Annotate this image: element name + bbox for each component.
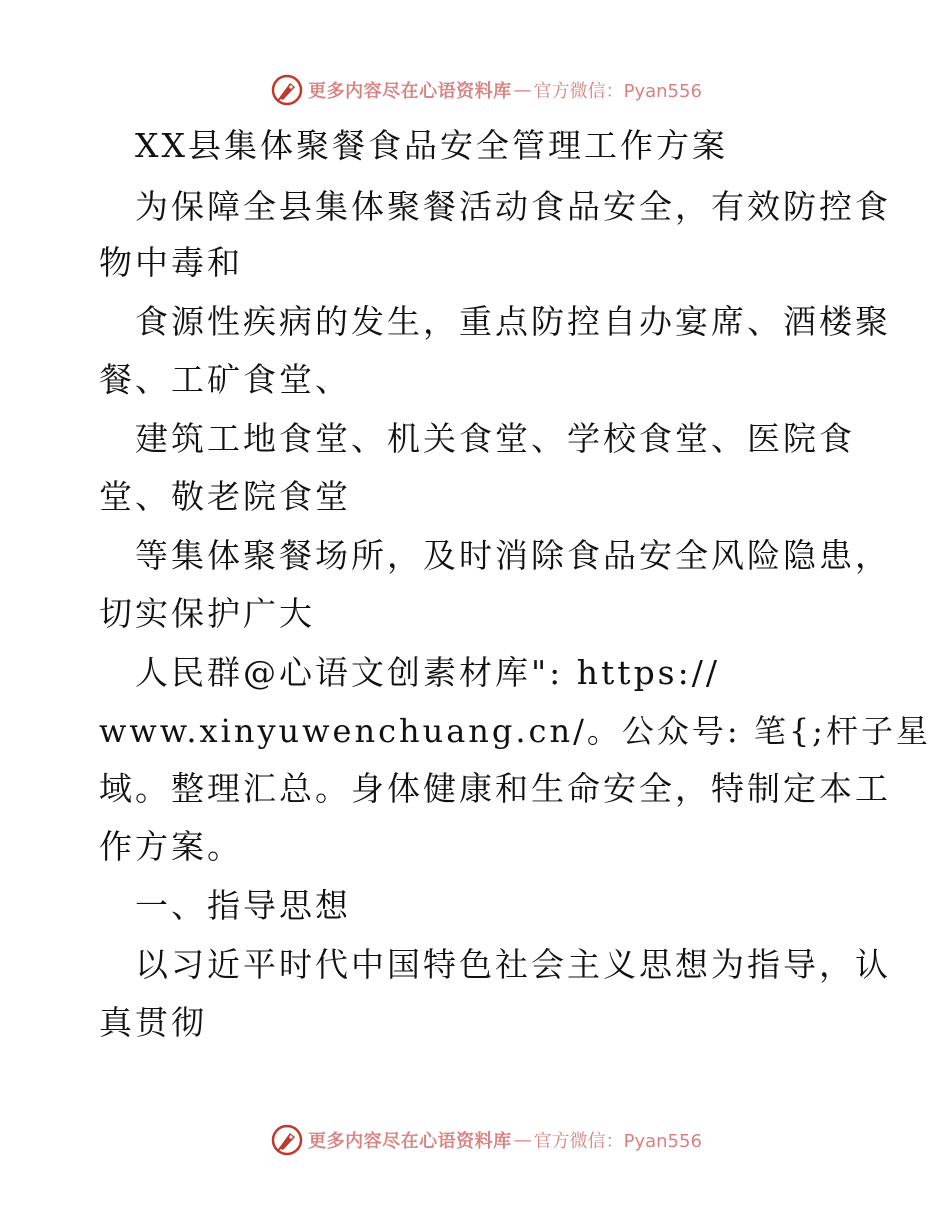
paragraph-line: 物中毒和 — [99, 243, 243, 282]
document-title: XX县集体聚餐食品安全管理工作方案 — [135, 126, 728, 165]
footer-watermark — [0, 1120, 950, 1160]
paragraph-line: 食源性疾病的发生，重点防控自办宴席、酒楼聚 — [135, 302, 891, 341]
paragraph-line: 切实保护广大 — [99, 594, 315, 633]
paragraph-line: 堂、敬老院食堂 — [99, 477, 351, 516]
paragraph-line: 以习近平时代中国特色社会主义思想为指导，认 — [135, 945, 891, 984]
pen-nib-circle-icon — [270, 1123, 304, 1157]
paragraph-line: 人民群@心语文创素材库": https:// — [135, 653, 720, 692]
watermark-site-name: 更多内容尽在心语资料库 — [308, 1131, 512, 1152]
header-watermark — [0, 70, 950, 110]
paragraph-line: 建筑工地食堂、机关食堂、学校食堂、医院食 — [135, 419, 855, 458]
section-heading: 一、指导思想 — [135, 886, 351, 925]
pen-nib-circle-icon — [270, 73, 304, 107]
watermark-site-name: 更多内容尽在心语资料库 — [308, 81, 512, 102]
watermark-separator: — — [513, 1129, 532, 1151]
paragraph-line: 域。整理汇总。身体健康和生命安全，特制定本工 — [99, 769, 891, 808]
watermark-separator: — — [513, 79, 532, 101]
paragraph-line: 作方案。 — [99, 827, 243, 866]
paragraph-line: 等集体聚餐场所，及时消除食品安全风险隐患， — [135, 536, 891, 575]
paragraph-line: 为保障全县集体聚餐活动食品安全，有效防控食 — [135, 187, 891, 226]
paragraph-line: 餐、工矿食堂、 — [99, 360, 351, 399]
paragraph-line: 真贯彻 — [99, 1003, 207, 1042]
watermark-wechat: 官方微信：Pyan556 — [533, 81, 702, 102]
watermark-wechat: 官方微信：Pyan556 — [533, 1131, 702, 1152]
paragraph-line: www.xinyuwenchuang.cn/。公众号: 笔{;杆子星 — [99, 712, 931, 750]
